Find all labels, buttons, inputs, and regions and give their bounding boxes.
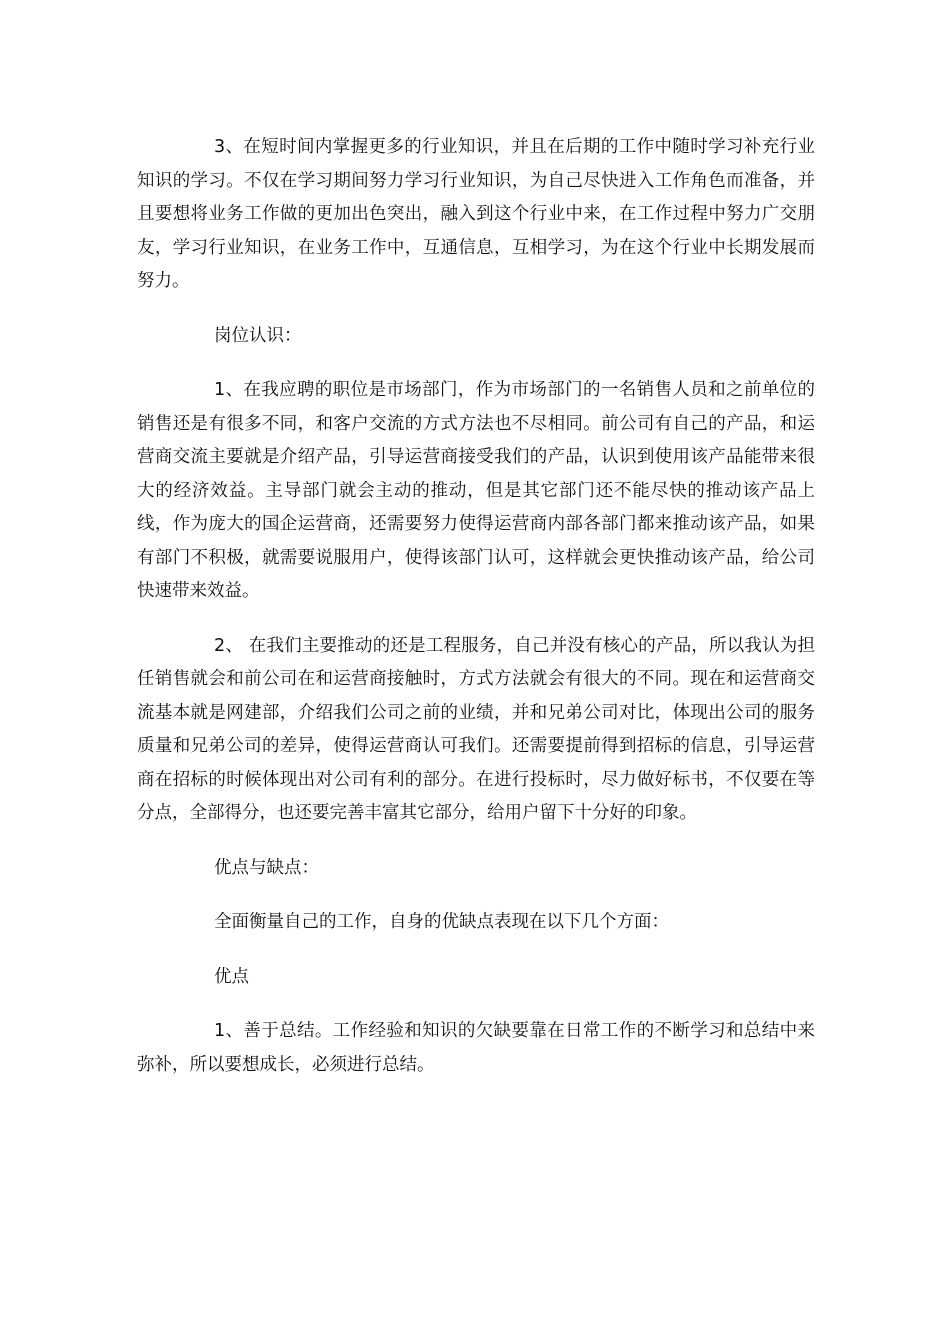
paragraph-engineering-service: 2、 在我们主要推动的还是工程服务，自己并没有核心的产品，所以我认为担任销售就会和前公司在和运营商接触时，方式方法就会有很大的不同。现在和运营商交流基本就是网建部，介绍我们公司之前的业绩，并和兄弟公司对比，体现出公司的服务质量和兄弟公司的差异，使得运营商认可我们。还需要提前得到招标的信息，引导运营商在招标的时候体现出对公司有利的部分。在进行投标时，尽力做好标书，不仅要在等分点，全部得分，也还要完善丰富其它部分，给用户留下十分好的印象。: [137, 635, 815, 823]
heading-strengths-weaknesses: 优点与缺点：: [214, 857, 319, 878]
paragraph-industry-knowledge: 3、在短时间内掌握更多的行业知识，并且在后期的工作中随时学习补充行业知识的学习。不仅在学习期间努力学习行业知识，为自己尽快进入工作角色而准备，并且要想将业务工作做的更加出色突出，融入到这个行业中来，在工作过程中努力广交朋友，学习行业知识，在业务工作中，互通信息，互相学习，为在这个行业中长期发展而努力。: [137, 137, 815, 291]
heading-strengths: 优点: [214, 966, 249, 987]
document-body: [137, 131, 815, 1103]
paragraph-good-at-summarizing: 1、善于总结。工作经验和知识的欠缺要靠在日常工作的不断学习和总结中来弥补，所以要想成长，必须进行总结。: [137, 1021, 815, 1075]
paragraph-self-assessment: 全面衡量自己的工作，自身的优缺点表现在以下几个方面：: [214, 912, 669, 932]
paragraph-marketing-department: 1、在我应聘的职位是市场部门，作为市场部门的一名销售人员和之前单位的销售还是有很多不同，和客户交流的方式方法也不尽相同。前公司有自己的产品，和运营商交流主要就是介绍产品，引导运营商接受我们的产品，认识到使用该产品能带来很大的经济效益。主导部门就会主动的推动，但是其它部门还不能尽快的推动该产品上线，作为庞大的国企运营商，还需要努力使得运营商内部各部门都来推动该产品，如果有部门不积极，就需要说服用户，使得该部门认可，这样就会更快推动该产品，给公司快速带来效益。: [137, 380, 815, 601]
heading-position-understanding: 岗位认识：: [214, 325, 302, 346]
